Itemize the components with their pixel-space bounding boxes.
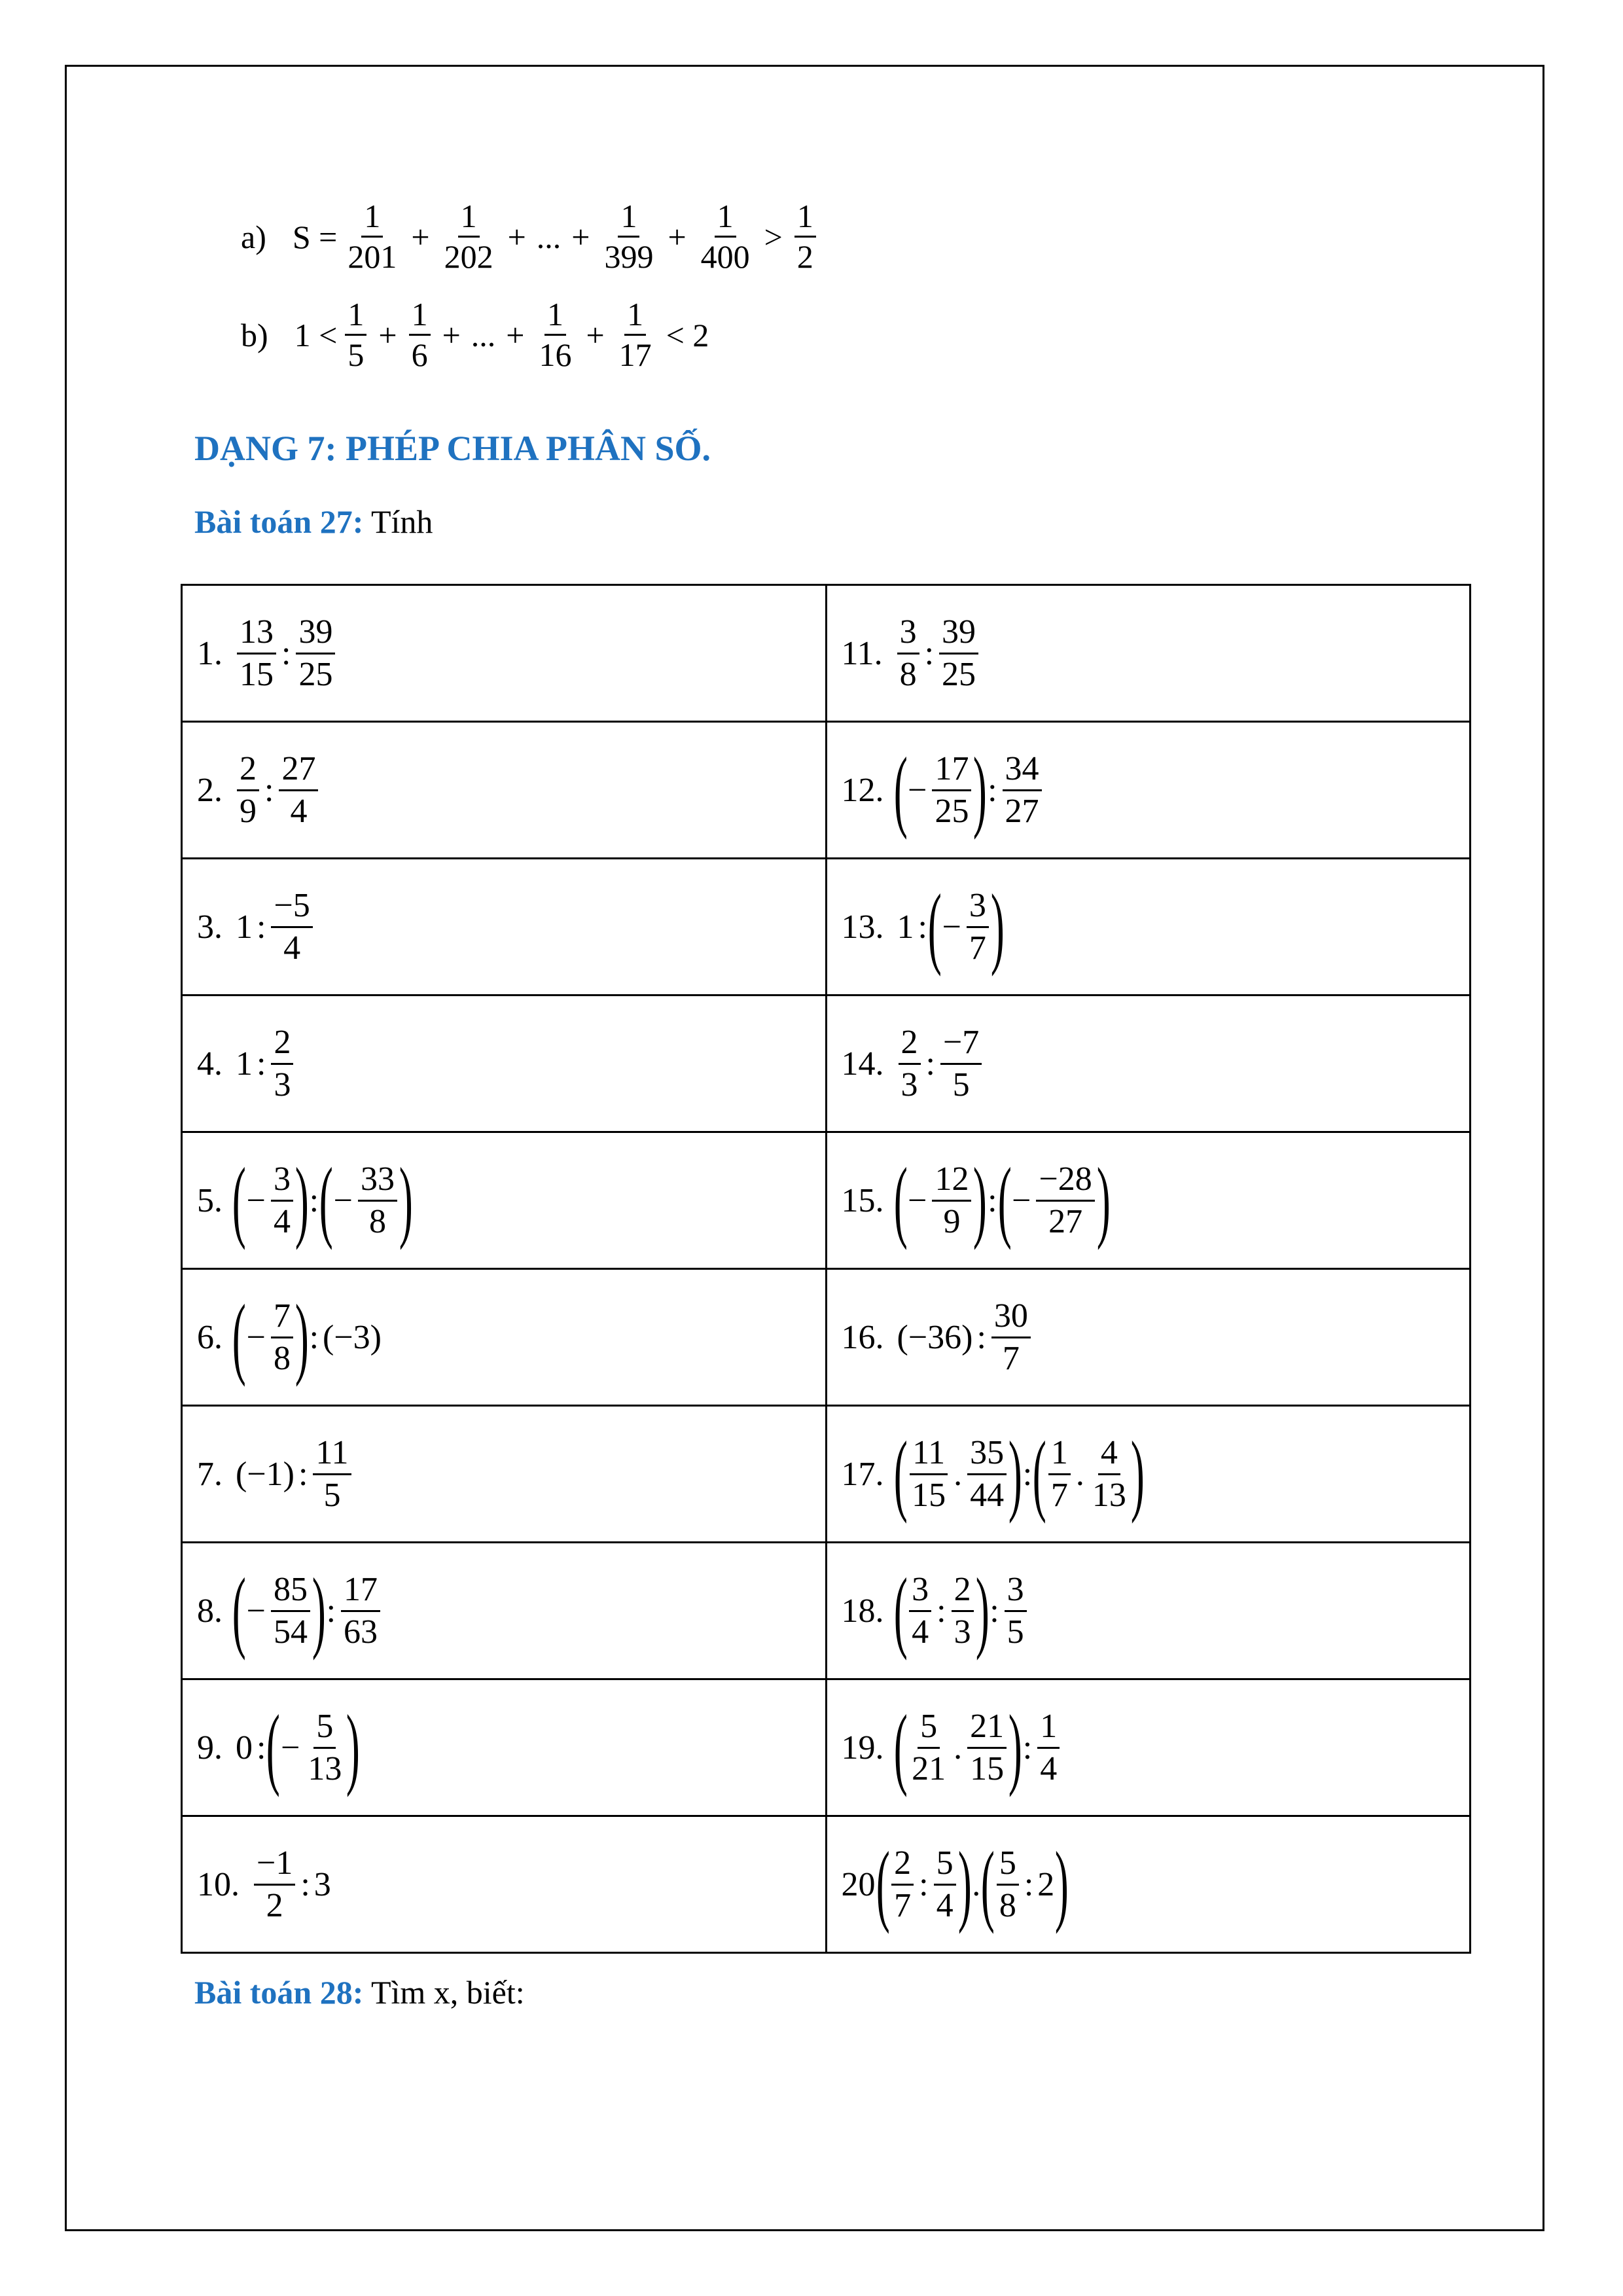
problem-28 [194,1973,525,2011]
lhs: S = [292,218,338,255]
problem-text: Tính [370,503,433,540]
exercise-cell-18: 18. ( 3 4 : 2 3 ) : 3 5 [826,1543,1471,1679]
fraction: $\frac{1}{202}$ [444,198,493,275]
plus: + [571,218,590,255]
item-label: a) [241,218,266,255]
exercise-cell-6: 6. ( − $\frac{7}{8}$ ) : (−3) [182,1269,827,1406]
problem-text: Tìm x, biết: [370,1974,525,2011]
inequality-b [241,298,713,372]
plus: + [668,218,687,255]
ellipsis: ... [536,218,562,255]
section-heading: DẠNG 7: PHÉP CHIA PHÂN SỐ. [194,429,711,468]
exercise-cell-15: 15. ( − $\frac{12}{9}$ ) : ( − $\frac{-28}{27}$ ) [826,1132,1471,1269]
exercise-cell-10: 10. −1 2 : 3 [182,1816,827,1953]
exercise-cell-1: 1. 13 15 : 39 25 [182,585,827,722]
fraction: 1 2 [793,200,817,274]
greater-than: > [764,218,783,255]
exercise-cell-3: 3. 1 : −5 4 [182,859,827,996]
fraction: $\frac{1}{400}$ [700,198,750,275]
table-row [182,1132,1471,1269]
table-row [182,859,1471,996]
fraction: $\frac{1}{6}$ [408,298,432,372]
table-row [182,1406,1471,1543]
exercise-cell-12: 12. ( − $\frac{17}{25}$ ) : 34 27 [826,722,1471,859]
exercise-cell-4: 4. 1 : 2 3 [182,996,827,1132]
table-row [182,1543,1471,1679]
exercise-cell-16: 16. (−36) : 30 7 [826,1269,1471,1406]
exercise-cell-7: 7. (−1) : 11 5 [182,1406,827,1543]
exercise-cell-9: 9. 0 : ( − $\frac{5}{13}$ ) [182,1679,827,1816]
plus: + [378,316,397,353]
fraction: 1 5 [344,298,368,372]
problem-label: Bài toán 28: [194,1974,364,2011]
fraction: $\frac{1}{17}$ [618,296,652,373]
table-row [182,722,1471,859]
exercise-cell-2: 2. 2 9 : 27 4 [182,722,827,859]
problem-label: Bài toán 27: [194,503,364,540]
inequality-a [241,200,817,274]
plus: + [586,316,605,353]
exercise-table [181,584,1471,1954]
fraction: $\frac{1}{399}$ [604,198,654,275]
exercise-cell-8: 8. ( − $\frac{85}{54}$ ) : 17 63 [182,1543,827,1679]
table-row [182,996,1471,1132]
exercise-cell-19: 19. ( 5 21 . 21 15 ) : 1 4 [826,1679,1471,1816]
problem-27 [194,503,433,541]
table-row [182,1269,1471,1406]
fraction: $\frac{1}{201}$ [348,198,397,275]
exercise-cell-20: 20 ( 2 7 : 5 4 ) . ( 5 8 : 2 ) [826,1816,1471,1953]
exercise-cell-5: 5. ( − $\frac{3}{4}$ ) : ( − $\frac{33}{8}$ ) [182,1132,827,1269]
lhs: 1 < [294,316,338,353]
exercise-cell-11: 11. 3 8 : 39 25 [826,585,1471,722]
table-row [182,585,1471,722]
less-than-two: < 2 [666,316,709,353]
exercise-cell-14: 14. 2 3 : −7 5 [826,996,1471,1132]
plus: + [507,218,526,255]
table-row [182,1679,1471,1816]
exercise-cell-17: 17. ( 11 15 . 35 44 ) : ( 1 7 . 4 13 ) [826,1406,1471,1543]
fraction: $\frac{1}{16}$ [539,296,572,373]
item-label: b) [241,316,268,353]
exercise-cell-13: 13. 1 : ( − $\frac{3}{7}$ ) [826,859,1471,996]
table-row [182,1816,1471,1953]
ellipsis: ... [471,316,496,353]
plus: + [506,316,525,353]
plus: + [411,218,430,255]
plus: + [442,316,461,353]
